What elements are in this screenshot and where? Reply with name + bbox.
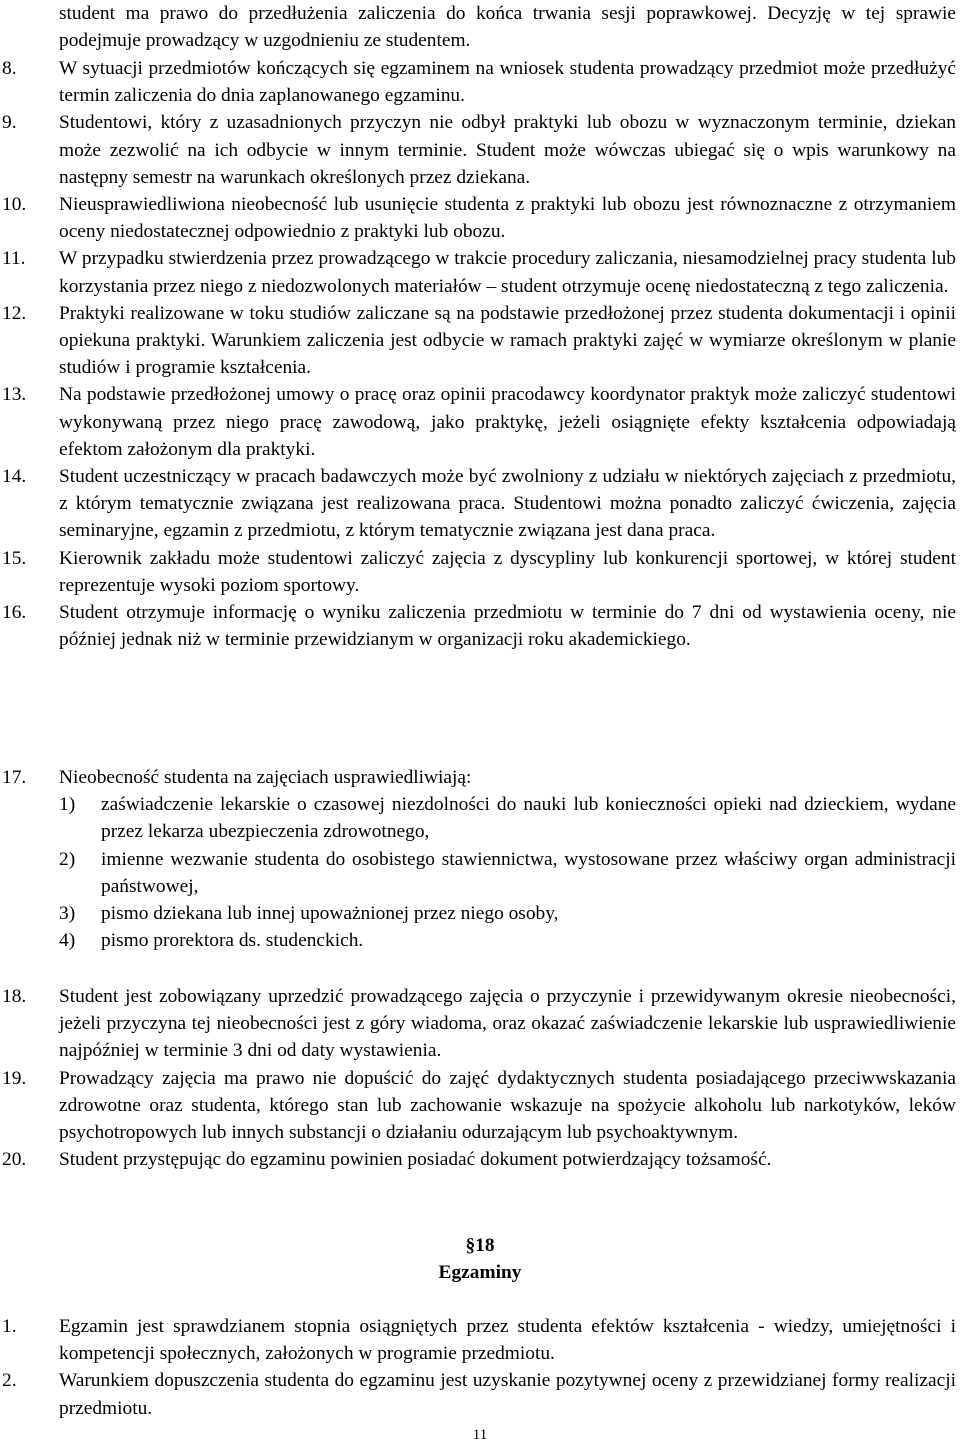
list-number: 8. xyxy=(2,58,17,79)
list-item xyxy=(0,463,960,545)
list-item xyxy=(0,1367,960,1421)
list-text: Na podstawie przedłożonej umowy o pracę oraz opinii pracodawcy koordynator praktyk może zaliczyć studentowi wykonywaną przez niego pracę zawodową, jako praktykę, jeżeli osiągnięte efekty kształcenia odpowiadają efektom założonym dla praktyki. xyxy=(59,384,956,460)
list-number: 14. xyxy=(2,466,27,488)
list-item xyxy=(0,1313,960,1367)
list-item xyxy=(0,191,960,245)
list-item xyxy=(0,1065,960,1147)
list-item xyxy=(0,599,960,653)
sub-item-number: 4) xyxy=(59,930,76,952)
sub-item xyxy=(0,846,960,900)
sub-item-text: zaświadczenie lekarskie o czasowej niezdolności do nauki lub konieczności opieki nad dzieckiem, wydane przez lekarza ubezpieczenia zdrowotnego, xyxy=(101,794,956,843)
list-number: 20. xyxy=(2,1149,27,1171)
list-text: Warunkiem dopuszczenia studenta do egzaminu jest uzyskanie pozytywnej oceny z przewidzianej formy realizacji przedmiotu. xyxy=(59,1370,956,1419)
list-item xyxy=(0,55,960,109)
section-heading xyxy=(0,1232,960,1286)
list-item xyxy=(0,109,960,191)
sub-item-body xyxy=(59,927,956,954)
sub-item-text: pismo dziekana lub innej upoważnionej przez niego osoby, xyxy=(101,903,559,925)
sub-item-number: 3) xyxy=(59,903,76,925)
list-number: 13. xyxy=(2,384,27,406)
list-text: Egzamin jest sprawdzianem stopnia osiągniętych przez studenta efektów kształcenia - wiedzy, umiejętności i kompetencji społecznych, założonych w programie przedmiotu. xyxy=(59,1316,956,1365)
list-continued xyxy=(0,55,960,653)
list-number: 12. xyxy=(2,302,27,324)
list-item xyxy=(0,1146,960,1173)
list-item-17 xyxy=(0,764,960,954)
sub-item xyxy=(0,900,960,927)
section-number: §18 xyxy=(465,1235,495,1256)
sub-item-body xyxy=(59,791,956,845)
list-items-18-20 xyxy=(0,983,960,1173)
sub-item xyxy=(0,791,960,845)
list-text: W sytuacji przedmiotów kończących się egzaminem na wniosek studenta prowadzący przedmiot może przedłużyć termin zaliczenia do dnia zaplanowanego egzaminu. xyxy=(59,58,956,107)
list-text: Prowadzący zajęcia ma prawo nie dopuścić do zajęć dydaktycznych studenta posiadającego przeciwwskazania zdrowotne oraz studenta, którego stan lub zachowanie wskazuje na spożycie alkoholu lub narkotyków, leków psychotropowych lub innych substancji o działaniu odurzającym lub psychoaktywnym. xyxy=(59,1067,956,1144)
list-text: Studentowi, który z uzasadnionych przyczyn nie odbył praktyki lub obozu w wyznaczonym terminie, dziekan może zezwolić na ich odbycie w innym terminie. Student może wówczas ubiegać się o wpis warunkowy na następny semestr na warunkach określonych przez dziekana. xyxy=(59,112,956,188)
list-item xyxy=(0,545,960,599)
list-item-head xyxy=(0,764,960,791)
list-item xyxy=(0,381,960,463)
list-number: 9. xyxy=(2,112,17,134)
list-number: 19. xyxy=(2,1067,27,1089)
list-item xyxy=(0,983,960,1065)
list-number: 16. xyxy=(2,602,27,624)
sub-item xyxy=(0,927,960,954)
list-number: 17. xyxy=(2,767,27,788)
list-number: 15. xyxy=(2,547,27,569)
list-text: Student otrzymuje informację o wyniku zaliczenia przedmiotu w terminie do 7 dni od wystawienia oceny, nie później jednak niż w terminie przewidzianym w organizacji roku akademickiego. xyxy=(59,602,956,651)
list-number: 2. xyxy=(2,1370,17,1392)
sub-item-text: pismo prorektora ds. studenckich. xyxy=(101,930,364,952)
list-item xyxy=(0,300,960,382)
sub-item-text: imienne wezwanie studenta do osobistego stawiennictwa, wystosowane przez właściwy organ administracji państwowej, xyxy=(101,848,956,897)
sub-item-body xyxy=(59,846,956,900)
intro-paragraph xyxy=(0,0,960,54)
list-number: 10. xyxy=(2,194,27,216)
list-text: Praktyki realizowane w toku studiów zaliczane są na podstawie przedłożonej przez studenta dokumentacji i opinii opiekuna praktyki. Warunkiem zaliczenia jest odbycie w ramach praktyki zajęć w wymiarze określonym w planie studiów i programie kształcenia. xyxy=(59,302,956,379)
list-text: Student jest zobowiązany uprzedzić prowadzącego zajęcia o przyczynie i przewidywanym okresie nieobecności, jeżeli przyczyna tej nieobecności jest z góry wiadoma, oraz okazać zaświadczenie lekarskie lub usprawiedliwienie najpóźniej w terminie 3 dni od daty wystawienia. xyxy=(59,986,956,1062)
list-number: 18. xyxy=(2,986,27,1007)
page-number: 11 xyxy=(472,1427,488,1443)
list-text: Student przystępując do egzaminu powinien posiadać dokument potwierdzający tożsamość. xyxy=(59,1149,772,1171)
exam-list xyxy=(0,1313,960,1422)
list-text: Student uczestniczący w pracach badawczych może być zwolniony z udziału w niektórych zajęciach z przedmiotu, z którym tematycznie związana jest realizowana praca. Studentowi można ponadto zaliczyć ćwiczenia, zajęcia seminaryjne, egzamin z przedmiotu, z którym tematycznie związana jest dana praca. xyxy=(59,466,956,542)
list-number: 11. xyxy=(2,248,26,270)
list-text: Kierownik zakładu może studentowi zaliczyć zajęcia z dyscypliny lub konkurencji sportowej, w której student reprezentuje wysoki poziom sportowy. xyxy=(59,547,956,596)
list-text: W przypadku stwierdzenia przez prowadzącego w trakcie procedury zaliczania, niesamodzielnej pracy studenta lub korzystania przez niego z niedozwolonych materiałów – student otrzymuje ocenę niedostateczną z tego zaliczenia. xyxy=(59,248,956,297)
sub-item-number: 2) xyxy=(59,848,76,870)
intro-text: student ma prawo do przedłużenia zaliczenia do końca trwania sesji poprawkowej. Decyzję w tej sprawie podejmuje prowadzący w uzgodnieniu ze studentem. xyxy=(59,3,956,52)
list-item xyxy=(0,245,960,299)
section-title: Egzaminy xyxy=(438,1262,522,1284)
list-text: Nieobecność studenta na zajęciach usprawiedliwiają: xyxy=(59,767,472,788)
sub-item-number: 1) xyxy=(59,794,76,816)
list-number: 1. xyxy=(2,1316,17,1337)
list-text: Nieusprawiedliwiona nieobecność lub usunięcie studenta z praktyki lub obozu jest równoznaczne z otrzymaniem oceny niedostatecznej odpowiednio z praktyki lub obozu. xyxy=(59,194,956,243)
sub-item-body xyxy=(59,900,956,927)
